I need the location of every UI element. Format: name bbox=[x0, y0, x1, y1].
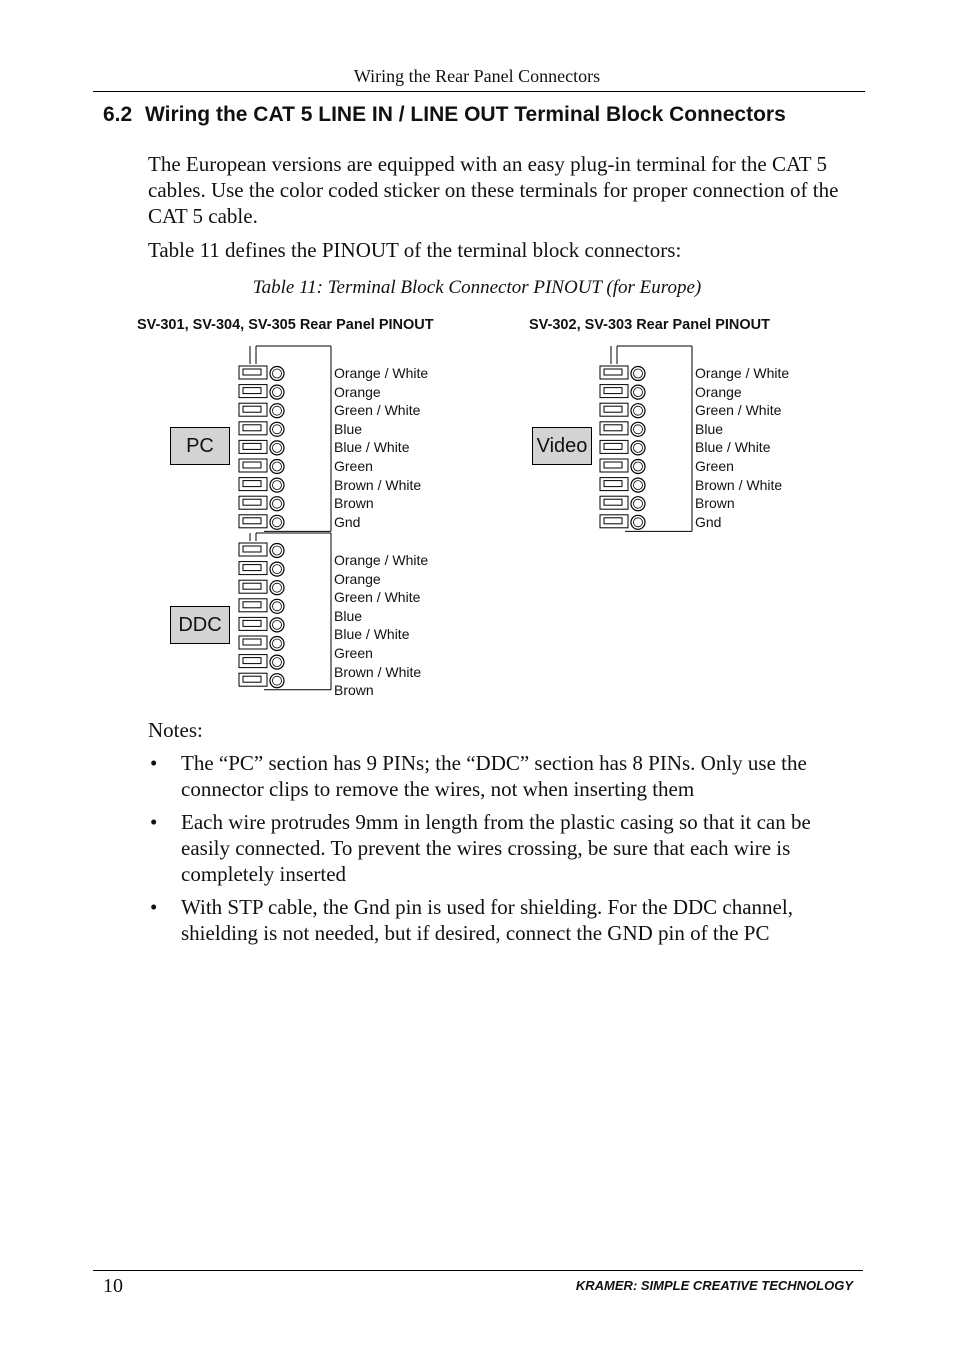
terminal-slot-inner bbox=[604, 388, 622, 394]
wire-color-label: Brown / White bbox=[334, 476, 422, 493]
terminal-slot-inner bbox=[604, 425, 622, 431]
wire-color-label: Brown bbox=[334, 682, 374, 699]
video-terminal-block bbox=[597, 344, 693, 534]
note-item bbox=[148, 750, 860, 802]
terminal-slot-inner bbox=[604, 499, 622, 505]
section-title: Wiring the CAT 5 LINE IN / LINE OUT Terminal Block Connectors bbox=[145, 103, 786, 126]
wire-color-label: Green / White bbox=[334, 589, 421, 606]
terminal-slot-inner bbox=[604, 481, 622, 487]
right-diagram-title: SV-302, SV-303 Rear Panel PINOUT bbox=[529, 317, 770, 333]
terminal-slot-inner bbox=[243, 565, 261, 571]
bullet-icon: • bbox=[150, 751, 158, 775]
wire-color-label: Blue / White bbox=[334, 626, 410, 643]
note-text: The “PC” section has 9 PINs; the “DDC” section has 8 PINs. Only use the connector clips to remove the wires, not when inserting them bbox=[181, 751, 807, 801]
ddc-section-label: DDC bbox=[170, 606, 230, 644]
pc-section-label: PC bbox=[170, 427, 230, 465]
header-rule bbox=[93, 91, 865, 92]
pc-terminal-block bbox=[236, 344, 332, 534]
footer-rule bbox=[93, 1270, 863, 1271]
terminal-slot-inner bbox=[243, 481, 261, 487]
running-header: Wiring the Rear Panel Connectors bbox=[353, 66, 601, 86]
terminal-slot-inner bbox=[243, 388, 261, 394]
note-text: With STP cable, the Gnd pin is used for shielding. For the DDC channel, shielding is not needed, but if desired, connect the GND pin of the PC bbox=[181, 895, 793, 945]
wire-color-label: Blue / White bbox=[334, 439, 410, 456]
terminal-slot-inner bbox=[604, 518, 622, 524]
wire-color-label: Gnd bbox=[695, 513, 722, 530]
terminal-slot-inner bbox=[243, 546, 261, 552]
terminal-slot-inner bbox=[604, 369, 622, 375]
table-reference-paragraph: Table 11 defines the PINOUT of the terminal block connectors: bbox=[148, 238, 682, 262]
terminal-slot-inner bbox=[243, 443, 261, 449]
wire-color-label: Orange bbox=[695, 383, 742, 400]
wire-color-label: Orange / White bbox=[334, 552, 429, 568]
terminal-slot-inner bbox=[243, 583, 261, 589]
section-heading bbox=[103, 103, 786, 127]
table-caption: Table 11: Terminal Block Connector PINOUT (for Europe) bbox=[252, 277, 702, 298]
terminal-slot-inner bbox=[243, 462, 261, 468]
wire-color-label: Brown / White bbox=[695, 476, 783, 493]
terminal-slot-inner bbox=[243, 406, 261, 412]
wire-color-label: Blue bbox=[334, 420, 363, 437]
intro-paragraph: The European versions are equipped with an easy plug-in terminal for the CAT 5 cables. Use the color coded sticker on these terminals for proper connection of the CAT 5 cable. bbox=[148, 152, 839, 228]
terminal-slot-inner bbox=[243, 658, 261, 664]
page-number: 10 bbox=[103, 1275, 123, 1297]
terminal-slot-inner bbox=[604, 443, 622, 449]
terminal-slot-inner bbox=[604, 462, 622, 468]
ddc-terminal-block bbox=[236, 531, 332, 703]
terminal-screw-icon bbox=[631, 515, 645, 529]
bullet-icon: • bbox=[150, 810, 158, 834]
wire-color-label: Blue bbox=[334, 607, 363, 624]
wire-color-label: Blue / White bbox=[695, 439, 771, 456]
note-text: Each wire protrudes 9mm in length from the plastic casing so that it can be easily connected. To prevent the wires crossing, be sure that each wire is completely inserted bbox=[181, 810, 811, 886]
terminal-slot-inner bbox=[243, 369, 261, 375]
wire-color-label: Brown bbox=[695, 495, 735, 512]
video-section-label: Video bbox=[532, 427, 592, 465]
wire-color-label: Brown bbox=[334, 495, 374, 512]
wire-color-label: Orange / White bbox=[334, 365, 429, 381]
terminal-slot-inner bbox=[243, 620, 261, 626]
video-wire-list bbox=[695, 364, 789, 531]
wire-color-label: Gnd bbox=[334, 513, 361, 530]
wire-color-label: Brown / White bbox=[334, 663, 422, 680]
bullet-icon: • bbox=[150, 895, 158, 919]
wire-color-label: Green bbox=[334, 457, 373, 474]
ddc-terminal-pins bbox=[239, 533, 331, 690]
video-terminal-pins bbox=[600, 346, 692, 531]
note-item bbox=[148, 894, 860, 946]
pc-wire-list bbox=[334, 364, 428, 531]
wire-color-label: Orange bbox=[334, 383, 381, 400]
wire-color-label: Green bbox=[334, 644, 373, 661]
terminal-slot-inner bbox=[243, 499, 261, 505]
footer-brand: KRAMER: SIMPLE CREATIVE TECHNOLOGY bbox=[575, 1278, 853, 1293]
terminal-slot-inner bbox=[243, 518, 261, 524]
pc-terminal-pins bbox=[239, 346, 331, 531]
wire-color-label: Green / White bbox=[334, 402, 421, 419]
notes-heading: Notes: bbox=[148, 718, 203, 742]
terminal-slot-inner bbox=[243, 676, 261, 682]
notes-list bbox=[148, 750, 860, 953]
wire-color-label: Orange / White bbox=[695, 365, 790, 381]
wire-color-label: Green / White bbox=[695, 402, 782, 419]
wire-color-label: Orange bbox=[334, 570, 381, 587]
note-item bbox=[148, 809, 860, 887]
wire-color-label: Green bbox=[695, 457, 734, 474]
wire-color-label: Blue bbox=[695, 420, 724, 437]
terminal-slot-inner bbox=[243, 602, 261, 608]
ddc-wire-list bbox=[334, 551, 428, 700]
terminal-slot-inner bbox=[604, 406, 622, 412]
terminal-slot-inner bbox=[243, 425, 261, 431]
terminal-slot-inner bbox=[243, 639, 261, 645]
left-diagram-title: SV-301, SV-304, SV-305 Rear Panel PINOUT bbox=[137, 317, 434, 333]
section-number: 6.2 bbox=[103, 103, 133, 126]
